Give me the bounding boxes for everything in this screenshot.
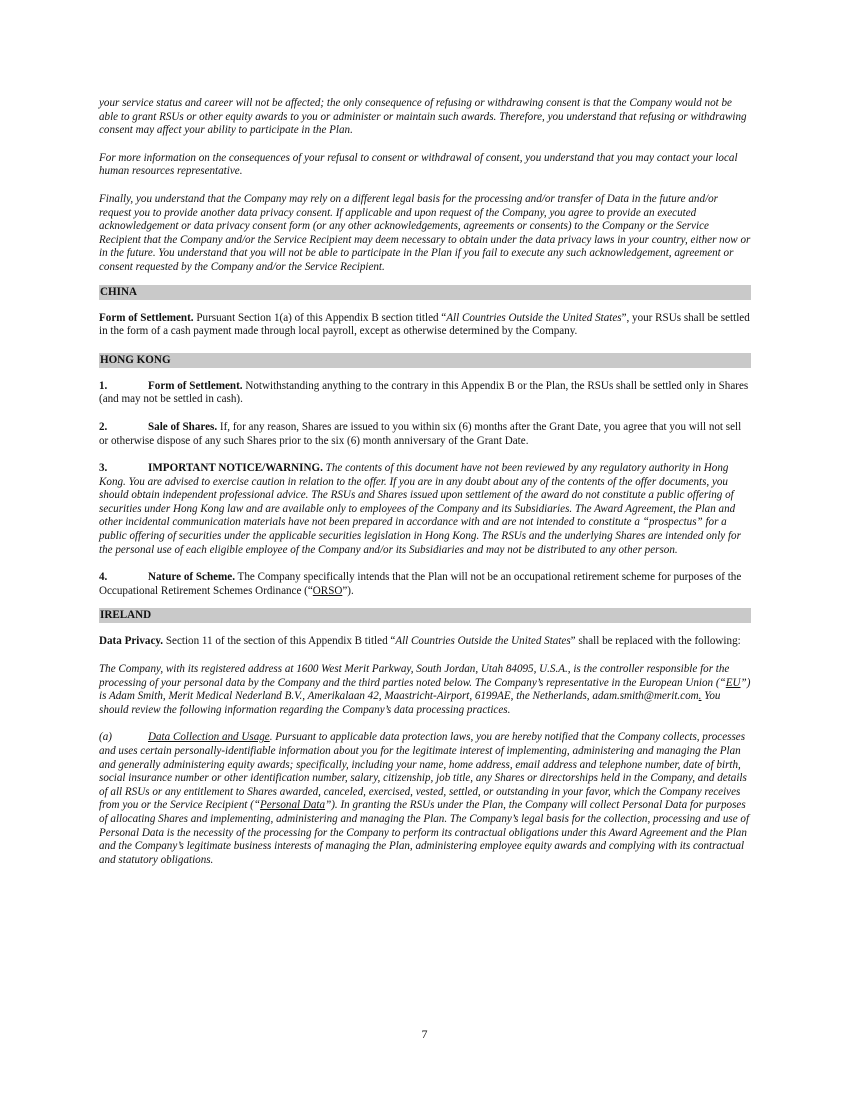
hk-item-1 — [99, 380, 751, 407]
china-settlement-title: Form of Settlement. — [99, 311, 194, 324]
china-settlement-text-a: Pursuant Section 1(a) of this Appendix B section titled “ — [193, 311, 447, 324]
ireland-dp-italic: All Countries Outside the United States — [395, 635, 571, 648]
ireland-data-collection — [99, 731, 751, 867]
ireland-dp-title: Data Privacy. — [99, 635, 164, 648]
hk-item-4 — [99, 571, 751, 598]
hk-item-1-text: Notwithstanding anything to the contrary in this Appendix B or the Plan, the RSUs shall be settled only in Shares (and may not be settled in cash). — [99, 379, 749, 406]
ireland-data-privacy — [99, 635, 751, 649]
ireland-a-title: Data Collection and Usage — [148, 731, 270, 744]
hk-item-4-text-b: ”). — [342, 584, 354, 597]
hk-item-3 — [99, 462, 751, 557]
paragraph-consent-consequence: your service status and career will not be affected; the only consequence of refusing or withdrawing consent is that the Company would not be able to grant RSUs or other equity awards to you or administer or maintain such awards. Therefore, you understand that refusing or withdrawing consent may affect your ability to participate in the Plan. — [99, 97, 747, 137]
china-settlement-italic: All Countries Outside the United States — [446, 311, 622, 324]
hk-item-1-number: 1. — [99, 379, 108, 392]
hk-item-4-title: Nature of Scheme. — [148, 571, 235, 584]
china-form-of-settlement — [99, 312, 751, 339]
hk-item-3-text: The contents of this document have not been reviewed by any regulatory authority in Hong Kong. You are advised to exercise caution in relation to the offer. If you are in any doubt about any of the contents of the offer documents, you should obtain independent professional advice. The RSUs and Shares issued upon settlement of the award do not constitute a public offering of securities under Hong Kong law and are available only to employees of the Company and its Subsidiaries. The Award Agreement, the Plan and other incidental communication materials have not been prepared in accordance with and are not intended to constitute a “prospectus” for a public offering of securities under the applicable securities legislation in Hong Kong. The RSUs and the underlying Shares are intended only for the personal use of each eligible employee of the Company and/or its Subsidiaries and may not be distributed to any other person. — [99, 462, 741, 556]
hk-item-4-text-a: The Company specifically intends that the Plan will not be an occupational retirement scheme for purposes of the Occupational Retirement Schemes Ordinance (“ — [99, 571, 742, 597]
paragraph-different-legal-basis: Finally, you understand that the Company may rely on a different legal basis for the processing and/or transfer of Data in the future and/or request you to provide another data privacy consent. If applicable and upon request of the Company, you agree to provide an executed acknowledgement or data privacy consent form (or any other acknowledgements, agreements or consents) to the Company or the Service Recipient that the Company and/or the Service Recipient may deem necessary to obtain under the data privacy laws in your country, either now or in the future. You understand that you will not be able to participate in the Plan if you fail to execute any such acknowledgement, agreement or consent requested by the Company and/or the Service Recipient. — [99, 192, 751, 273]
ireland-company-controller — [99, 663, 751, 717]
ireland-personal-data-term: Personal Data — [260, 799, 326, 812]
ireland-company-text-b: ”) is Adam Smith, Merit Medical Nederland B.V., Amerikalaan 42, Maastricht-Airport, 6199AE, the Netherlands, adam.smith@merit.com — [99, 676, 751, 703]
hk-item-1-title: Form of Settlement. — [148, 379, 243, 392]
ireland-company-dot: . — [698, 690, 702, 703]
document-body — [99, 97, 751, 881]
hk-item-4-number: 4. — [99, 571, 108, 584]
ireland-dp-text-b: ” shall be replaced with the following: — [570, 635, 741, 648]
ireland-a-text-b: ”). In granting the RSUs under the Plan, the Company will collect Personal Data for purposes of allocating Shares and implementing, administering and managing the Plan. The Company’s legal basis for the collection, processing and use of Personal Data is the necessity of the processing for the Company to perform its contractual obligations under this Award Agreement and the Plan and the Company’s legitimate business interests of managing the Plan, administering employee equity awards and complying with its contractual and statutory obligations. — [99, 799, 750, 866]
page-number: 7 — [421, 1027, 428, 1041]
ireland-eu-term: EU — [725, 676, 741, 689]
hk-item-3-title: IMPORTANT NOTICE/WARNING. — [148, 462, 323, 475]
ireland-company-text-a: The Company, with its registered address at 1600 West Merit Parkway, South Jordan, Utah 84095, U.S.A., is the controller responsible for the processing of your personal data by the Company and the third parties noted below. The Company’s representative in the European Union (“ — [99, 663, 730, 689]
ireland-a-text-a: . Pursuant to applicable data protection laws, you are hereby notified that the Company collects, processes and uses certain personally-identifiable information about you for the legitimate interest of implementing, administering and managing the Plan and generally administering equity awards; specifically, including your name, home address, email address and telephone number, date of birth, social insurance number or other identification number, salary, citizenship, job title, any Shares or directorships held in the Company, and details of all RSUs or any entitlement to Shares awarded, canceled, exercised, vested, settled, or outstanding in your favor, which the Company receives from you or the Service Recipient (“ — [99, 731, 747, 812]
hk-item-2-number: 2. — [99, 420, 108, 433]
hk-item-3-number: 3. — [99, 462, 108, 475]
section-heading-china: CHINA — [99, 285, 751, 300]
paragraph-more-information: For more information on the consequences of your refusal to consent or withdrawal of consent, you understand that you may contact your local human resources representative. — [99, 151, 738, 178]
hk-orso-term: ORSO — [312, 584, 343, 597]
ireland-dp-text-a: Section 11 of the section of this Appendix B titled “ — [163, 635, 396, 648]
china-settlement-text-b: ”, your RSUs shall be settled in the form of a cash payment made through local payroll, except as otherwise determined by the Company. — [99, 311, 750, 338]
hk-item-2 — [99, 421, 751, 448]
hk-item-2-title: Sale of Shares. — [148, 420, 218, 433]
hk-item-2-text: If, for any reason, Shares are issued to you within six (6) months after the Grant Date, you agree that you will not sell or otherwise dispose of any such Shares prior to the six (6) month anniversary of the Grant Date. — [99, 420, 742, 447]
ireland-a-number: (a) — [99, 731, 112, 744]
section-heading-ireland: IRELAND — [99, 608, 751, 623]
ireland-company-text-c: You should review the following information regarding the Company’s data processing practices. — [99, 690, 721, 716]
section-heading-hong-kong: HONG KONG — [99, 353, 751, 368]
